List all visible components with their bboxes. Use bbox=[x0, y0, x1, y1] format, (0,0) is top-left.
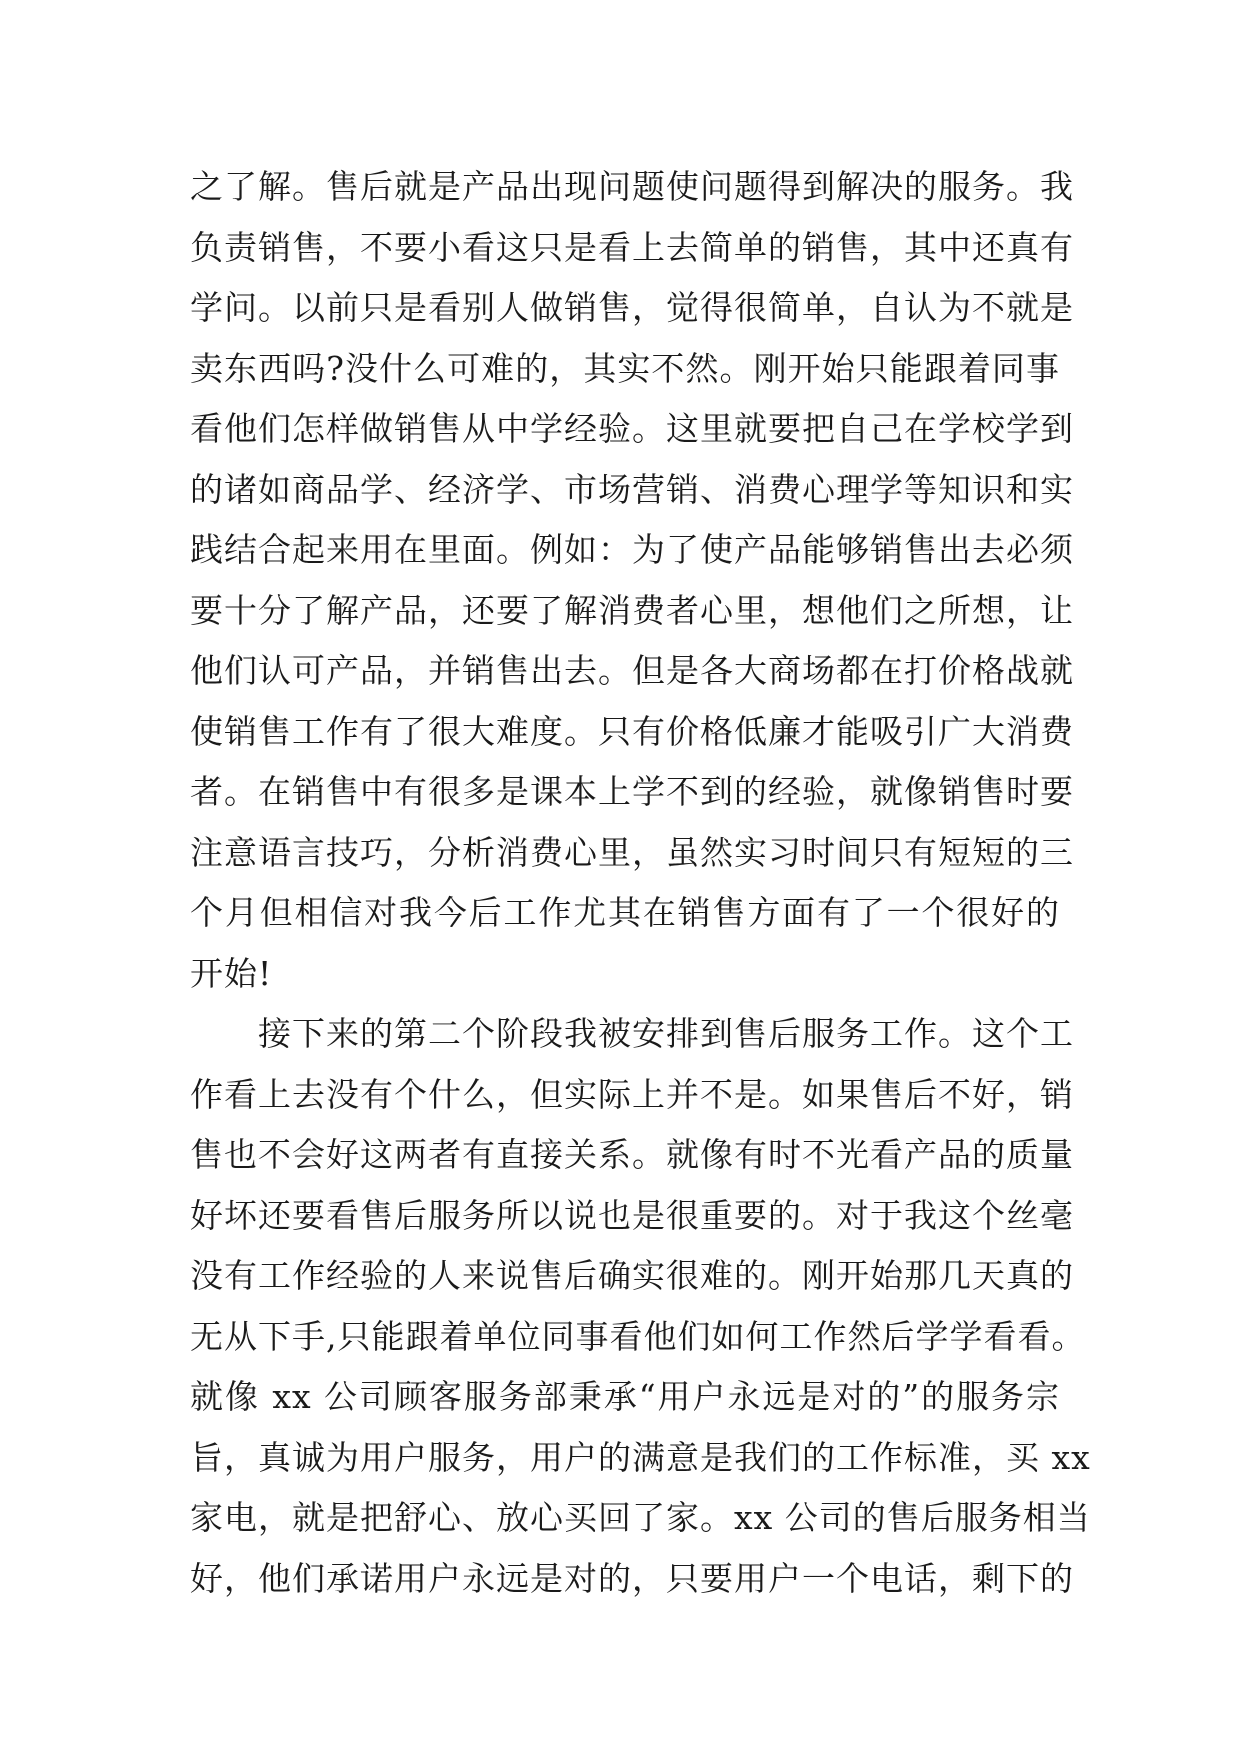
text-line: 作看上去没有个什么，但实际上并不是。如果售后不好，销 bbox=[190, 1074, 1074, 1114]
text-line: 旨，真诚为用户服务，用户的满意是我们的工作标准，买 xx bbox=[190, 1437, 1091, 1477]
text-line: 者。在销售中有很多是课本上学不到的经验，就像销售时要 bbox=[190, 772, 1074, 811]
text-line: 好，他们承诺用户永远是对的，只要用户一个电话，剩下的 bbox=[190, 1558, 1074, 1598]
text-line: 售也不会好这两者有直接关系。就像有时不光看产品的质量 bbox=[190, 1135, 1074, 1174]
text-line: 注意语言技巧，分析消费心里，虽然实习时间只有短短的三 bbox=[190, 832, 1074, 872]
text-line: 好坏还要看售后服务所以说也是很重要的。对于我这个丝毫 bbox=[190, 1195, 1074, 1235]
body-text bbox=[190, 157, 1091, 1609]
text-line: 卖东西吗?没什么可难的，其实不然。刚开始只能跟着同事 bbox=[190, 348, 1060, 388]
text-line: 践结合起来用在里面。例如：为了使产品能够销售出去必须 bbox=[190, 530, 1074, 569]
text-line: 家电，就是把舒心、放心买回了家。xx 公司的售后服务相当 bbox=[190, 1498, 1091, 1537]
text-line: 无从下手,只能跟着单位同事看他们如何工作然后学学看看。 bbox=[190, 1316, 1086, 1356]
text-line: 接下来的第二个阶段我被安排到售后服务工作。这个工 bbox=[190, 1014, 1074, 1053]
text-line: 开始! bbox=[190, 953, 273, 993]
text-line: 之了解。售后就是产品出现问题使问题得到解决的服务。我 bbox=[190, 167, 1074, 206]
paragraph-1 bbox=[190, 157, 1074, 1004]
paragraph-2 bbox=[190, 1004, 1091, 1609]
text-line: 没有工作经验的人来说售后确实很难的。刚开始那几天真的 bbox=[190, 1256, 1074, 1295]
text-line: 要十分了解产品，还要了解消费者心里，想他们之所想，让 bbox=[190, 590, 1074, 630]
text-line: 个月但相信对我今后工作尤其在销售方面有了一个很好的 bbox=[190, 893, 1060, 932]
text-line: 负责销售，不要小看这只是看上去简单的销售，其中还真有 bbox=[190, 227, 1074, 267]
text-line: 学问。以前只是看别人做销售，觉得很简单，自认为不就是 bbox=[190, 288, 1074, 327]
text-line: 就像 xx 公司顾客服务部秉承“用户永远是对的”的服务宗 bbox=[190, 1377, 1060, 1416]
text-line: 使销售工作有了很大难度。只有价格低廉才能吸引广大消费 bbox=[190, 711, 1074, 751]
text-line: 的诸如商品学、经济学、市场营销、消费心理学等知识和实 bbox=[190, 469, 1074, 509]
text-line: 看他们怎样做销售从中学经验。这里就要把自己在学校学到 bbox=[190, 409, 1074, 448]
text-line: 他们认可产品，并销售出去。但是各大商场都在打价格战就 bbox=[190, 651, 1074, 690]
